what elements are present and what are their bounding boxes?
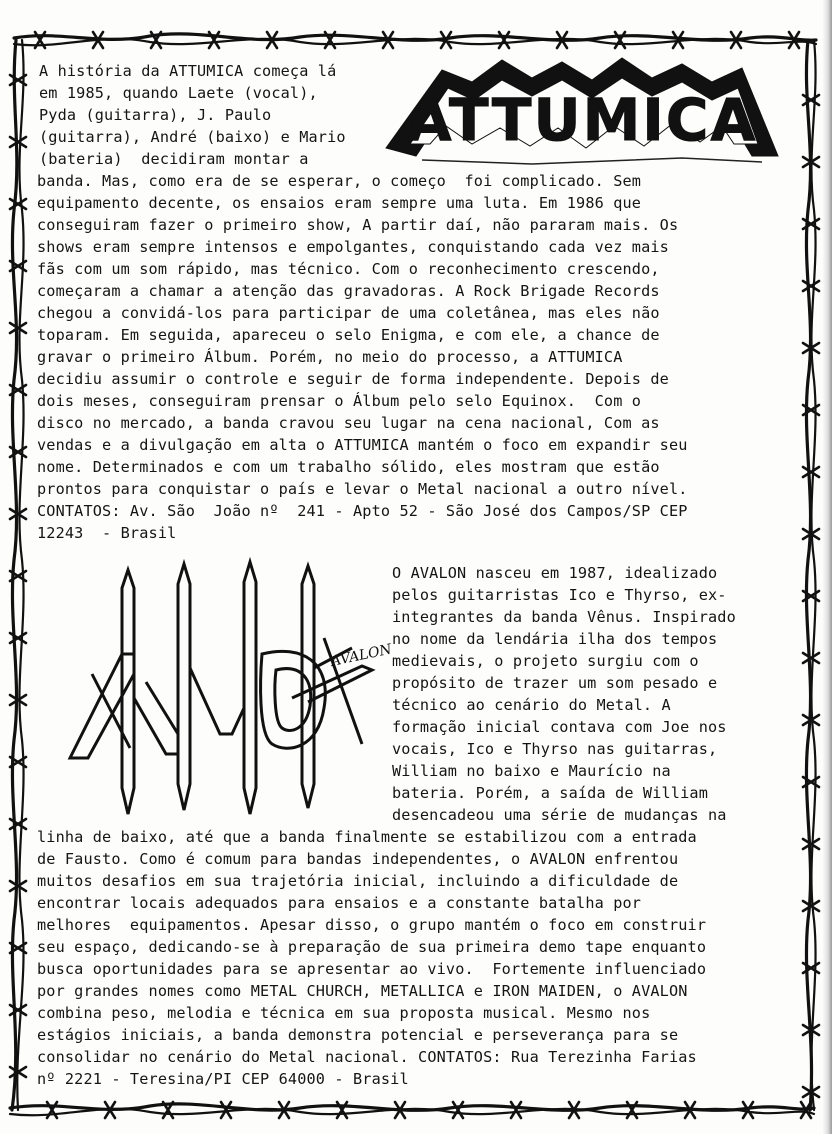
attumica-line: equipamento decente, os ensaios eram sempre uma luta. Em 1986 que <box>37 194 642 212</box>
attumica-logo <box>382 52 782 172</box>
avalon-line: formação inicial contava com Joe nos <box>392 718 727 736</box>
attumica-line: chegou a convidá-los para participar de uma coletânea, mas eles não <box>37 304 660 322</box>
avalon-contacts: consolidar no cenário do Metal nacional. CONTATOS: Rua Terezinha Farias <box>37 1048 697 1066</box>
barb <box>453 1102 463 1118</box>
avalon-line: busca oportunidades para se apresentar ao vivo. Fortemente influenciado <box>37 960 707 978</box>
attumica-line: Pyda (guitarra), J. Paulo <box>39 106 272 124</box>
attumica-line: shows eram sempre intensos e empolgantes, conquistando cada vez mais <box>37 238 669 256</box>
attumica-line: vendas e a divulgação em alta o ATTUMICA mantém o foco em expandir seu <box>37 436 688 454</box>
barb <box>511 1102 521 1118</box>
avalon-line: combina peso, melodia e técnica em sua proposta musical. Mesmo nos <box>37 1004 651 1022</box>
attumica-line: começaram a chamar a atenção das gravadoras. A Rock Brigade Records <box>37 282 660 300</box>
avalon-line: por grandes nomes como METAL CHURCH, METALLICA e IRON MAIDEN, o AVALON <box>37 982 688 1000</box>
barb <box>803 653 819 663</box>
barb <box>803 95 819 105</box>
barb <box>10 1005 26 1015</box>
avalon-line: medievais, o projeto surgiu com o <box>392 652 699 670</box>
avalon-line: O AVALON nasceu em 1987, idealizado <box>392 564 718 582</box>
barb <box>10 199 26 209</box>
attumica-line: fãs com um som rápido, mas técnico. Com o reconhecimento crescendo, <box>37 260 660 278</box>
avalon-line: muitos desafios em sua trajetória inicial, incluindo a dificuldade de <box>37 872 679 890</box>
avalon-logo-text: AVALON <box>329 641 394 670</box>
barb <box>10 819 26 829</box>
attumica-line: gravar o primeiro Álbum. Porém, no meio do processo, a ATTUMICA <box>37 348 623 366</box>
avalon-line: linha de baixo, até que a banda finalmente se estabilizou com a entrada <box>37 828 697 846</box>
avalon-line: no nome da lendária ilha dos tempos <box>392 630 718 648</box>
attumica-line: em 1985, quando Laete (vocal), <box>39 84 318 102</box>
avalon-contacts: nº 2221 - Teresina/PI CEP 64000 - Brasil <box>37 1070 409 1088</box>
avalon-line: melhores equipamentos. Apesar disso, o grupo mantém o foco em construir <box>37 916 707 934</box>
avalon-line: pelos guitarristas Ico e Thyrso, ex- <box>392 586 727 604</box>
attumica-line: (guitarra), André (baixo) e Mario <box>39 128 346 146</box>
barb <box>803 281 819 291</box>
attumica-line: dois meses, conseguiram prensar o Álbum pelo selo Equinox. Com o <box>37 392 642 410</box>
attumica-line: conseguiram fazer o primeiro show, A partir daí, não pararam mais. Os <box>37 216 679 234</box>
avalon-line: vocais, Ico e Thyrso nas guitarras, <box>392 740 718 758</box>
attumica-line: toparam. Em seguida, apareceu o selo Enigma, e com ele, a chance de <box>37 326 660 344</box>
avalon-line: de Fausto. Como é comum para bandas independentes, o AVALON enfrentou <box>37 850 679 868</box>
attumica-contacts: CONTATOS: Av. São João nº 241 - Apto 52 - São José dos Campos/SP CEP <box>37 502 688 520</box>
avalon-logo <box>62 558 394 820</box>
attumica-logo-text: ATTUMICA <box>406 86 758 154</box>
avalon-line: bateria. Porém, a saída de William <box>392 784 708 802</box>
barb <box>10 633 26 643</box>
attumica-line: (bateria) decidiram montar a <box>39 150 309 168</box>
avalon-line: William no baixo e Maurício na <box>392 762 671 780</box>
attumica-line: disco no mercado, a banda cravou seu lugar na cena nacional, Com as <box>37 414 660 432</box>
attumica-line: decidiu assumir o controle e seguir de forma independente. Depois de <box>37 370 669 388</box>
attumica-line: A história da ATTUMICA começa lá <box>39 62 337 80</box>
attumica-line: prontos para conquistar o país e levar o Metal nacional a outro nível. <box>37 480 688 498</box>
page-edge-shadow <box>822 0 832 1134</box>
avalon-line: integrantes da banda Vênus. Inspirado <box>392 608 736 626</box>
barb <box>499 32 509 48</box>
avalon-line: propósito de trazer um som pesado e <box>392 674 718 692</box>
avalon-line: encontrar locais adequados para ensaios e a constante batalha por <box>37 894 642 912</box>
attumica-line: nome. Determinados e com um trabalho sólido, eles mostram que estão <box>37 458 660 476</box>
avalon-line: estágios iniciais, a banda demonstra potencial e perseverança para se <box>37 1026 679 1044</box>
attumica-contacts: 12243 - Brasil <box>37 524 177 542</box>
attumica-line: banda. Mas, como era de se esperar, o começo foi complicado. Sem <box>37 172 642 190</box>
avalon-line: seu espaço, dedicando-se à preparação de sua primeira demo tape enquanto <box>37 938 707 956</box>
barb <box>803 467 819 477</box>
avalon-line: técnico ao cenário do Metal. A <box>392 696 671 714</box>
avalon-line: desencadeou uma série de mudanças na <box>392 806 727 824</box>
